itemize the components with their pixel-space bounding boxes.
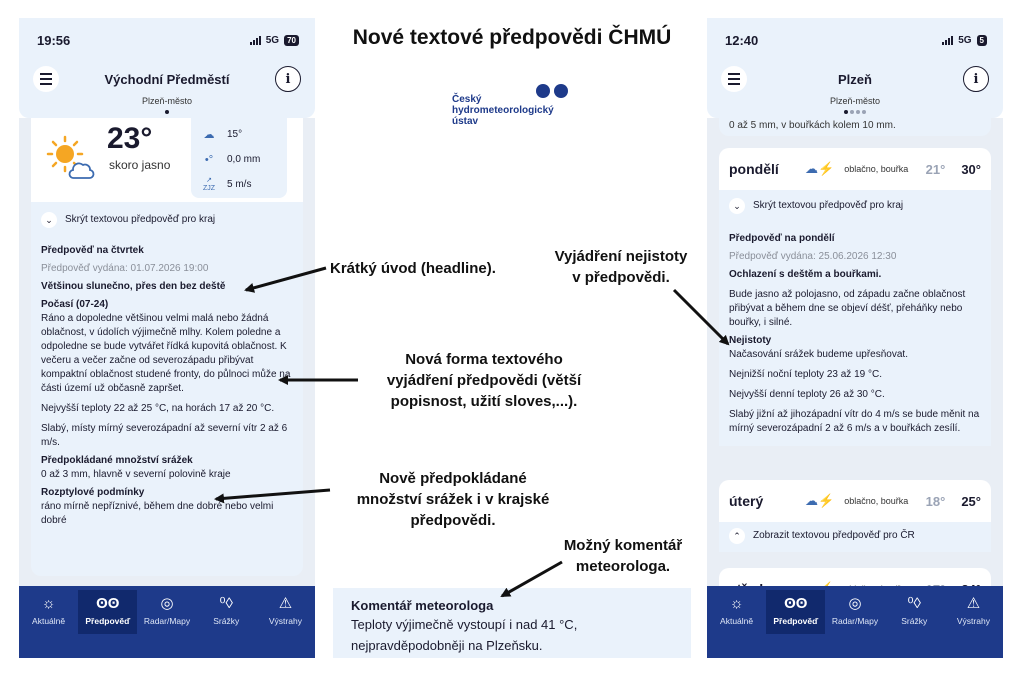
cloud-storm-icon: ☁⚡ (805, 161, 835, 176)
precip-text: 0 až 3 mm, hlavně v severní polovině kraje (41, 469, 231, 480)
sun-cloud-icon: ☼ (729, 595, 744, 612)
weather-heading: Počasí (07-24) (41, 299, 109, 310)
radar-icon: ◎ (848, 595, 862, 612)
network-label: 5G (265, 34, 280, 46)
app-header (707, 62, 1003, 118)
warning-icon: ⚠ (966, 595, 981, 612)
droplets-icon: ⁰◊ (219, 595, 233, 612)
tab-label: Radar/Mapy (143, 616, 191, 626)
current-condition: skoro jasno (109, 158, 171, 172)
day-max-temp: 25° (961, 493, 981, 509)
annotation-comment (548, 535, 698, 577)
raindrops-icon: •° (204, 153, 214, 166)
dispersion-heading: Rozptylové podmínky (41, 487, 145, 498)
page-indicator (707, 108, 1003, 114)
forecast-issued: Předpověď vydána: 25.06.2026 12:30 (729, 251, 897, 262)
comment-line: Teploty výjimečně vystoupí i nad 41 °C, (351, 617, 578, 632)
day-card-monday[interactable] (719, 148, 991, 446)
annotation-line: množství srážek i v krajské (356, 491, 550, 508)
tab-precipitation[interactable] (197, 590, 256, 634)
chmu-logo-text (452, 94, 602, 127)
tab-forecast[interactable] (78, 590, 137, 634)
day-name: úterý (729, 493, 764, 509)
annotation-line: Vyjádření nejistoty (554, 248, 688, 265)
sun-cloud-icon: ☼ (41, 595, 56, 612)
min-temperature: 15° (227, 129, 243, 140)
tab-label: Předpověď (773, 616, 819, 626)
logo-line: Český (452, 94, 482, 105)
slide-title: Nové textové předpovědi ČHMÚ (352, 26, 672, 49)
hide-text-forecast-toggle[interactable] (41, 212, 293, 228)
hide-text-forecast-toggle[interactable] (729, 198, 981, 214)
forecast-headline: Ochlazení s deštěm a bouřkami. (729, 269, 882, 280)
day-description: oblačno, bouřka (844, 496, 909, 506)
show-text-forecast-toggle[interactable] (729, 528, 981, 544)
tab-warnings[interactable] (256, 590, 315, 634)
status-indicators (942, 35, 987, 46)
wind-direction: ZJZ (202, 184, 216, 192)
dispersion-text: ráno mírně nepříznivé, během dne dobré nebo velmi dobré (41, 501, 274, 526)
tab-label: Aktuálně (32, 616, 66, 626)
left-phone-screen (19, 18, 315, 658)
day-description: oblačno, bouřka (844, 164, 909, 174)
tab-label: Srážky (213, 616, 240, 626)
forecast-issued: Předpověď vydána: 01.07.2026 19:00 (41, 263, 209, 274)
battery-icon: 5 (977, 35, 987, 46)
regional-text-forecast (31, 202, 303, 576)
tab-label: Výstrahy (956, 616, 990, 626)
weather-text: Bude jasno až polojasno, od západu začne oblačnost přibývat a během dne se objeví déšť, přeháňky nebo bouřky, i silné. (729, 289, 966, 328)
annotation-line: popisnost, užití sloves,...). (390, 393, 578, 410)
wind-direction-icon: ↗ ZJZ (202, 176, 216, 192)
previous-day-text-tail: 0 až 5 mm, v bouřkách kolem 10 mm. (719, 118, 991, 136)
toggle-label: Zobrazit textovou předpověď pro ČR (753, 530, 915, 541)
meteorologist-comment-box (333, 588, 691, 658)
wind-text: Slabý, místy mírný severozápadní až severní vítr 2 až 6 m/s. (41, 423, 288, 448)
warning-icon: ⚠ (278, 595, 293, 612)
annotation-line: Nová forma textového (405, 351, 563, 368)
partly-sunny-icon (45, 134, 95, 182)
status-bar (707, 18, 1003, 62)
forecast-content[interactable] (707, 118, 1003, 586)
weather-text: Ráno a dopoledne většinou velmi malá nebo žádná oblačnost, v údolích výjimečně mlhy. Kolem poledne a odpoledne se bude vytvářet řídká kupovitá oblačnost. K večeru a večer začne od severozápadu přibývat kompaktní oblačnost studené fronty, do půlnoci může na části území už občasně zapršet. (41, 313, 291, 394)
day-min-temp: 18° (925, 493, 946, 509)
cloud-storm-icon: ☁⚡ (805, 493, 835, 508)
forecast-title: Předpověď na čtvrtek (41, 245, 144, 256)
chevron-up-icon: ⌃ (729, 528, 745, 544)
comment-line: nejpravděpodobněji na Plzeňsku. (351, 638, 543, 653)
toggle-label: Skrýt textovou předpověď pro kraj (753, 200, 904, 211)
annotation-line: Nově předpokládané (379, 470, 527, 487)
tab-radar[interactable] (137, 590, 196, 634)
annotation-uncertainty (536, 246, 706, 288)
status-time: 12:40 (725, 32, 759, 48)
annotation-precipitation (328, 468, 578, 531)
location-subtitle: Plzeň-město (829, 96, 881, 106)
current-weather-card (31, 118, 303, 202)
location-title: Východní Předměstí (104, 72, 230, 87)
annotation-line: v předpovědi. (572, 269, 670, 286)
comment-title: Komentář meteorologa (351, 598, 494, 613)
precip-heading: Předpokládané množství srážek (41, 455, 193, 466)
temperature-text: Nejvyšší teploty 22 až 25 °C, na horách 17 až 20 °C. (41, 403, 275, 414)
cloud-moon-icon: ☁ (203, 129, 215, 141)
status-bar (19, 18, 315, 62)
battery-icon: 70 (284, 35, 299, 46)
annotation-line: předpovědi. (410, 512, 496, 529)
regional-text-forecast (719, 190, 991, 446)
status-indicators (250, 35, 299, 46)
chevron-down-icon: ⌄ (41, 212, 57, 228)
day-header[interactable] (719, 480, 991, 522)
toggle-label: Skrýt textovou předpověď pro kraj (65, 214, 216, 225)
day-card-tuesday[interactable] (719, 480, 991, 552)
annotation-line: vyjádření předpovědi (větší (386, 372, 582, 389)
uncertainty-text: Načasování srážek budeme upřesňovat. (729, 349, 908, 360)
bottom-tab-bar (19, 586, 315, 658)
wind-speed: 5 m/s (227, 179, 252, 190)
day-header[interactable] (719, 148, 991, 190)
max-temp-text: Nejvyšší denní teploty 26 až 30 °C. (729, 389, 885, 400)
tab-label: Výstrahy (268, 616, 302, 626)
signal-icon (942, 35, 953, 45)
forecast-content[interactable] (19, 118, 315, 586)
logo-line: ústav (452, 116, 479, 127)
tab-radar[interactable] (825, 590, 884, 634)
annotation-line: meteorologa. (575, 558, 671, 575)
info-icon[interactable]: i (963, 66, 989, 92)
tab-label: Aktuálně (720, 616, 754, 626)
tab-current[interactable] (707, 590, 766, 634)
status-time: 19:56 (37, 32, 71, 48)
info-icon[interactable]: i (275, 66, 301, 92)
forecast-title: Předpověď na pondělí (729, 233, 835, 244)
forecast-headline: Většinou slunečno, přes den bez deště (41, 281, 226, 292)
bottom-tab-bar (707, 586, 1003, 658)
annotation-line: Možný komentář (563, 537, 683, 554)
binoculars-icon: ʘʘ (96, 595, 120, 612)
wind-text: Slabý jižní až jihozápadní vítr do 4 m/s se bude měnit na mírný severozápadní 2 až 6 m/s a v bouřkách zesílí. (729, 409, 980, 434)
tab-label: Srážky (901, 616, 928, 626)
current-temperature: 23° (107, 122, 153, 155)
chevron-down-icon: ⌄ (729, 198, 745, 214)
right-phone-screen (707, 18, 1003, 658)
current-details (191, 118, 287, 198)
annotation-new-form (354, 349, 614, 412)
min-temp-text: Nejnižší noční teploty 23 až 19 °C. (729, 369, 882, 380)
uncertainty-heading: Nejistoty (729, 335, 772, 346)
precipitation-value: 0,0 mm (227, 154, 261, 165)
app-header (19, 62, 315, 118)
day-min-temp: 21° (925, 161, 946, 177)
tab-label: Radar/Mapy (831, 616, 879, 626)
binoculars-icon: ʘʘ (784, 595, 808, 612)
location-subtitle: Plzeň-město (141, 96, 193, 106)
tab-warnings[interactable] (944, 590, 1003, 634)
tab-forecast[interactable] (766, 590, 825, 634)
show-cr-forecast-row[interactable] (719, 522, 991, 552)
annotation-headline: Krátký úvod (headline). (330, 260, 496, 277)
tab-precipitation[interactable] (885, 590, 944, 634)
tab-current[interactable] (19, 590, 78, 634)
logo-line: hydrometeorologický (452, 105, 554, 116)
location-title: Plzeň (838, 72, 872, 87)
droplets-icon: ⁰◊ (907, 595, 921, 612)
day-max-temp: 30° (961, 161, 981, 177)
day-name: pondělí (729, 161, 779, 177)
page-indicator (19, 108, 315, 114)
network-label: 5G (958, 34, 972, 46)
radar-icon: ◎ (160, 595, 174, 612)
signal-icon (250, 35, 261, 45)
tab-label: Předpověď (85, 616, 131, 626)
